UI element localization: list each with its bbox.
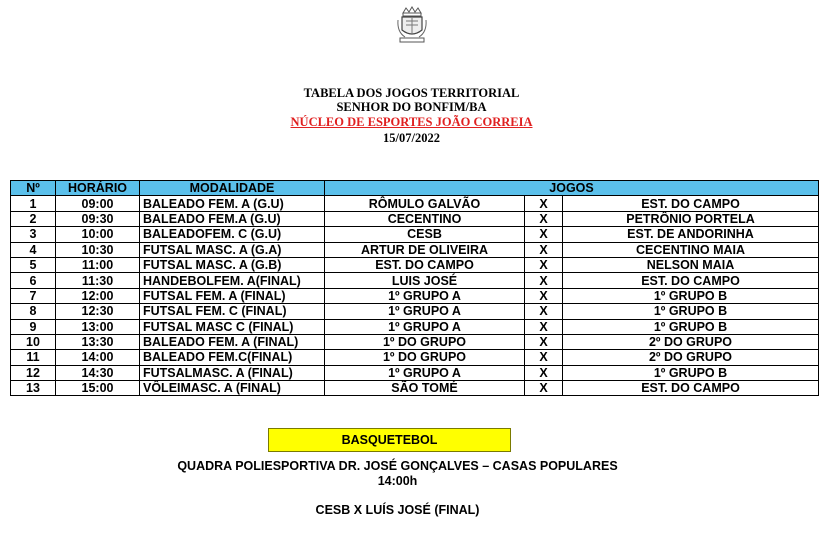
- row-number: 5: [11, 257, 56, 272]
- row-team-2: EST. DO CAMPO: [563, 196, 819, 211]
- row-versus: X: [525, 381, 563, 396]
- row-number: 9: [11, 319, 56, 334]
- row-time: 14:30: [56, 365, 140, 380]
- row-team-1: ARTUR DE OLIVEIRA: [325, 242, 525, 257]
- table-row: [11, 304, 819, 319]
- row-team-1: 1º DO GRUPO: [325, 334, 525, 349]
- row-number: 11: [11, 350, 56, 365]
- basketball-venue: QUADRA POLIESPORTIVA DR. JOSÉ GONÇALVES – CASAS POPULARES: [177, 459, 618, 473]
- row-versus: X: [525, 242, 563, 257]
- row-team-1: 1º GRUPO A: [325, 304, 525, 319]
- row-number: 7: [11, 288, 56, 303]
- column-header-modality: MODALIDADE: [140, 181, 325, 196]
- row-time: 10:00: [56, 227, 140, 242]
- row-team-2: PETRÔNIO PORTELA: [563, 211, 819, 226]
- row-number: 13: [11, 381, 56, 396]
- row-versus: X: [525, 334, 563, 349]
- table-row: [11, 211, 819, 226]
- row-time: 12:00: [56, 288, 140, 303]
- table-row: [11, 350, 819, 365]
- row-modality: BALEADO FEM.C(FINAL): [140, 350, 325, 365]
- basketball-time: 14:00h: [377, 474, 418, 488]
- row-team-1: SÃO TOMÉ: [325, 381, 525, 396]
- row-versus: X: [525, 350, 563, 365]
- row-team-2: NELSON MAIA: [563, 257, 819, 272]
- table-row: [11, 288, 819, 303]
- row-time: 11:00: [56, 257, 140, 272]
- row-number: 6: [11, 273, 56, 288]
- row-modality: FUTSAL MASC C (FINAL): [140, 319, 325, 334]
- row-team-2: 1º GRUPO B: [563, 319, 819, 334]
- row-time: 12:30: [56, 304, 140, 319]
- row-number: 3: [11, 227, 56, 242]
- basketball-title: BASQUETEBOL: [268, 428, 511, 452]
- row-versus: X: [525, 288, 563, 303]
- games-table: [10, 180, 819, 396]
- row-team-1: 1º DO GRUPO: [325, 350, 525, 365]
- row-modality: HANDEBOLFEM. A(FINAL): [140, 273, 325, 288]
- row-team-2: CECENTINO MAIA: [563, 242, 819, 257]
- row-time: 13:00: [56, 319, 140, 334]
- table-header-row: [11, 181, 819, 196]
- table-row: [11, 242, 819, 257]
- coat-of-arms-icon: [396, 4, 428, 44]
- row-number: 4: [11, 242, 56, 257]
- title-line-2: SENHOR DO BONFIM/BA: [336, 100, 487, 114]
- row-modality: BALEADO FEM. A (G.U): [140, 196, 325, 211]
- row-team-2: 1º GRUPO B: [563, 288, 819, 303]
- row-team-1: EST. DO CAMPO: [325, 257, 525, 272]
- row-modality: FUTSAL MASC. A (G.B): [140, 257, 325, 272]
- table-row: [11, 381, 819, 396]
- row-versus: X: [525, 196, 563, 211]
- row-time: 09:30: [56, 211, 140, 226]
- row-versus: X: [525, 304, 563, 319]
- row-versus: X: [525, 319, 563, 334]
- row-modality: VÔLEIMASC. A (FINAL): [140, 381, 325, 396]
- row-modality: FUTSALMASC. A (FINAL): [140, 365, 325, 380]
- table-row: [11, 273, 819, 288]
- table-row: [11, 227, 819, 242]
- row-number: 8: [11, 304, 56, 319]
- column-header-time: HORÁRIO: [56, 181, 140, 196]
- row-number: 12: [11, 365, 56, 380]
- row-versus: X: [525, 227, 563, 242]
- row-team-1: 1º GRUPO A: [325, 365, 525, 380]
- row-time: 14:00: [56, 350, 140, 365]
- row-modality: FUTSAL MASC. A (G.A): [140, 242, 325, 257]
- row-modality: FUTSAL FEM. A (FINAL): [140, 288, 325, 303]
- row-number: 10: [11, 334, 56, 349]
- table-row: [11, 334, 819, 349]
- row-versus: X: [525, 365, 563, 380]
- row-team-1: LUIS JOSÉ: [325, 273, 525, 288]
- row-modality: BALEADO FEM.A (G.U): [140, 211, 325, 226]
- row-modality: FUTSAL FEM. C (FINAL): [140, 304, 325, 319]
- date-line: 15/07/2022: [383, 131, 440, 145]
- row-time: 09:00: [56, 196, 140, 211]
- column-header-number: Nº: [11, 181, 56, 196]
- row-time: 15:00: [56, 381, 140, 396]
- row-team-1: 1º GRUPO A: [325, 319, 525, 334]
- basketball-match: CESB X LUÍS JOSÉ (FINAL): [315, 503, 480, 517]
- row-team-1: RÔMULO GALVÃO: [325, 196, 525, 211]
- row-versus: X: [525, 257, 563, 272]
- row-team-2: EST. DO CAMPO: [563, 273, 819, 288]
- row-team-2: 2º DO GRUPO: [563, 350, 819, 365]
- row-team-2: EST. DO CAMPO: [563, 381, 819, 396]
- row-versus: X: [525, 211, 563, 226]
- row-time: 10:30: [56, 242, 140, 257]
- row-team-2: 1º GRUPO B: [563, 365, 819, 380]
- row-team-1: 1º GRUPO A: [325, 288, 525, 303]
- row-modality: BALEADO FEM. A (FINAL): [140, 334, 325, 349]
- row-team-2: 2º DO GRUPO: [563, 334, 819, 349]
- row-modality: BALEADOFEM. C (G.U): [140, 227, 325, 242]
- row-time: 13:30: [56, 334, 140, 349]
- row-team-1: CECENTINO: [325, 211, 525, 226]
- title-line-1: TABELA DOS JOGOS TERRITORIAL: [303, 86, 520, 100]
- row-number: 2: [11, 211, 56, 226]
- table-row: [11, 196, 819, 211]
- table-row: [11, 365, 819, 380]
- row-time: 11:30: [56, 273, 140, 288]
- title-line-3: NÚCLEO DE ESPORTES JOÃO CORREIA: [290, 115, 533, 129]
- column-header-games: JOGOS: [325, 181, 819, 196]
- row-number: 1: [11, 196, 56, 211]
- table-row: [11, 319, 819, 334]
- row-team-2: EST. DE ANDORINHA: [563, 227, 819, 242]
- table-row: [11, 257, 819, 272]
- row-versus: X: [525, 273, 563, 288]
- row-team-1: CESB: [325, 227, 525, 242]
- row-team-2: 1º GRUPO B: [563, 304, 819, 319]
